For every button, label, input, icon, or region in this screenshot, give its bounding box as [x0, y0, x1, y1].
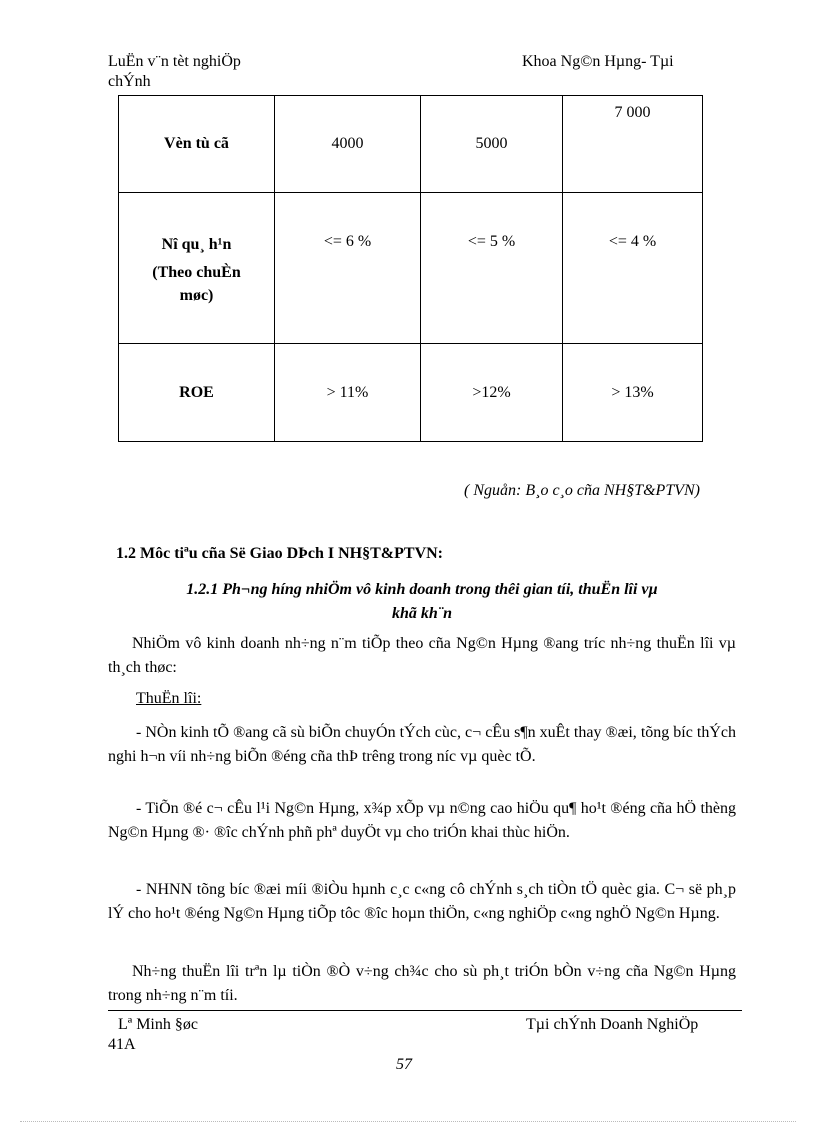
- bullet-paragraph: - TiÕn ®é c¬ cÊu l¹i Ng©n Hµng, x¾p xÕp vµ n©ng cao hiÖu qu¶ ho¹t ®éng cña hÖ thèng Ng©n Hµng ®· ®îc chÝnh phñ phª duyÖt vµ cho triÓn khai thùc hiÖn.: [108, 800, 736, 841]
- advantages-subtitle: ThuËn lîi:: [136, 690, 202, 707]
- table-cell: > 13%: [563, 344, 703, 442]
- table-cell: 5000: [421, 96, 563, 193]
- table-row: [119, 344, 703, 442]
- table-cell: > 11%: [275, 344, 421, 442]
- footer-rule: [108, 1010, 742, 1011]
- header-left-line2: chÝnh: [108, 73, 151, 90]
- footer-right: Tµi chÝnh Doanh NghiÖp: [526, 1016, 699, 1033]
- source-note: ( Nguån: B¸o c¸o cña NH§T&PTVN): [464, 482, 700, 499]
- page-edge-divider: [20, 1121, 796, 1122]
- footer-left-line1: Lª Minh §øc: [118, 1016, 198, 1033]
- section-heading: 1.2 Môc tiªu cña Së Giao DÞch I NH§T&PTVN:: [116, 545, 443, 562]
- page-number: 57: [396, 1056, 412, 1073]
- closing-paragraph: Nh÷ng thuËn lîi trªn lµ tiÒn ®Ò v÷ng ch¾c cho sù ph¸t triÓn bÒn v÷ng cña Ng©n Hµng trong nh÷ng n¨m tíi.: [108, 963, 736, 1004]
- table-cell: <= 4 %: [563, 193, 703, 344]
- table-cell: >12%: [421, 344, 563, 442]
- row-label: ROE: [119, 344, 275, 442]
- row-label: Nî qu¸ h¹n (Theo chuÈn møc): [119, 193, 275, 344]
- table-cell: 4000: [275, 96, 421, 193]
- table-row: [119, 96, 703, 193]
- table-row: [119, 193, 703, 344]
- subsection-heading: 1.2.1 Ph¬ng híng nhiÖm vô kinh doanh trong thêi gian tíi, thuËn lîi vµ khã kh¨n: [186, 581, 658, 622]
- footer-left-line2: 41A: [108, 1036, 136, 1053]
- bullet-paragraph: - NHNN tõng bíc ®æi míi ®iÒu hµnh c¸c c«ng cô chÝnh s¸ch tiÒn tÖ quèc gia. C¬ së ph¸p lÝ cho ho¹t ®éng Ng©n Hµng tiÕp tôc ®îc hoµn thiÖn, c«ng nghiÖp c«ng nghÖ Ng©n Hµng.: [108, 881, 736, 922]
- header-left-line1: LuËn v¨n tèt nghiÖp: [108, 53, 241, 70]
- indicator-table: [118, 95, 703, 442]
- bullet-paragraph: - NÒn kinh tÕ ®ang cã sù biÕn chuyÓn tÝch cùc, c¬ cÊu s¶n xuÊt thay ®æi, tõng bíc thÝch nghi h¬n víi nh÷ng biÕn ®éng cña thÞ trêng trong níc vµ quèc tÕ.: [108, 724, 736, 765]
- table-cell: <= 5 %: [421, 193, 563, 344]
- header-right: Khoa Ng©n Hµng- Tµi: [522, 53, 674, 70]
- table-cell: 7 000: [563, 96, 703, 193]
- row-label: Vèn tù cã: [119, 96, 275, 193]
- table-cell: <= 6 %: [275, 193, 421, 344]
- intro-paragraph: NhiÖm vô kinh doanh nh÷ng n¨m tiÕp theo cña Ng©n Hµng ®ang tríc nh÷ng thuËn lîi vµ th¸ch thøc:: [108, 635, 736, 676]
